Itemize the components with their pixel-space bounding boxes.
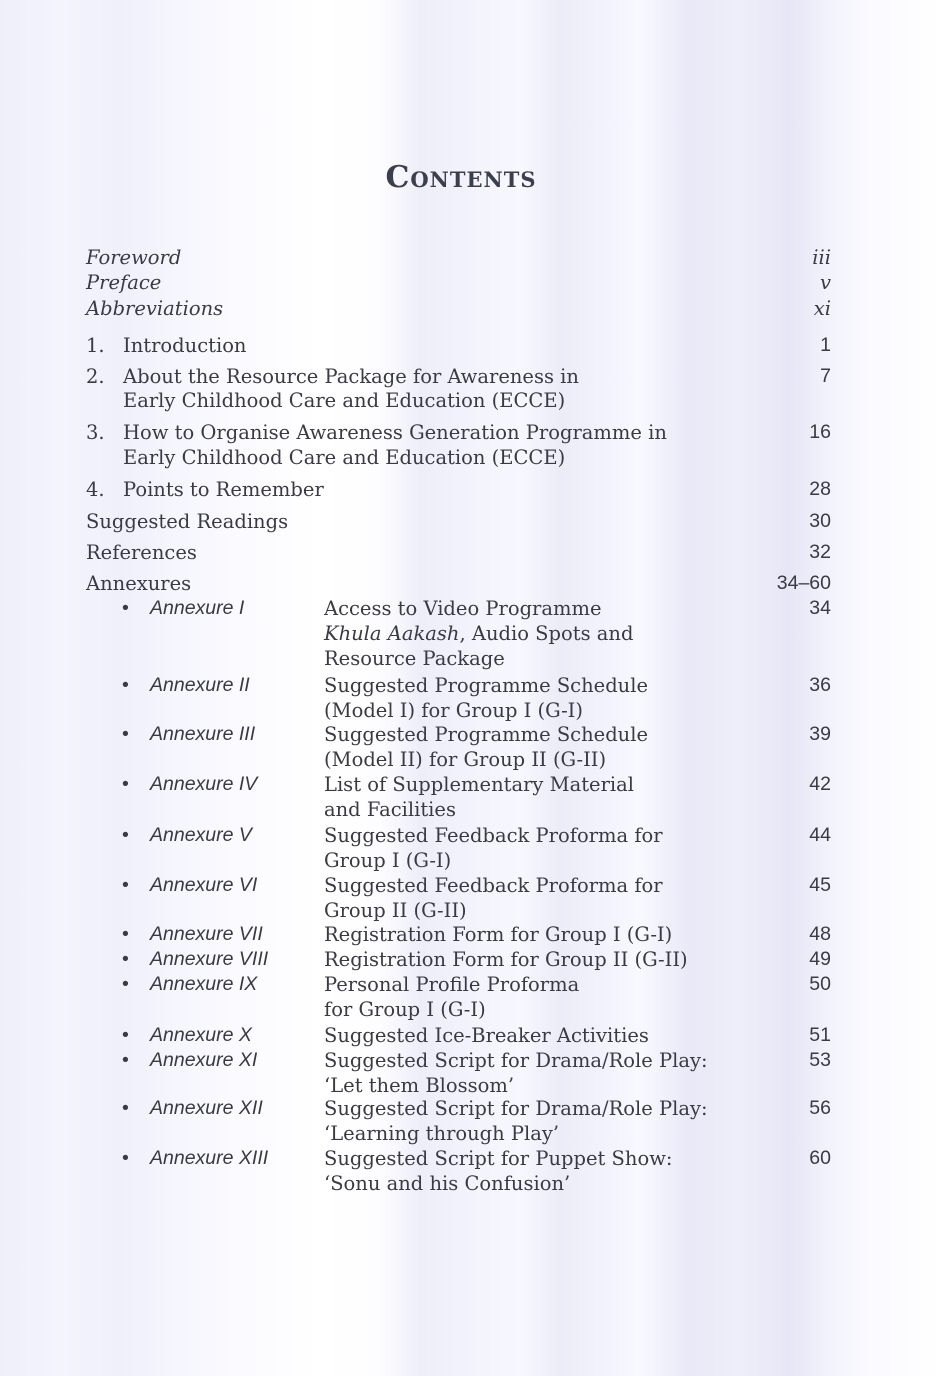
- annexure-description-line: Suggested Script for Drama/Role Play:: [324, 1097, 708, 1120]
- annexure-label: Annexure III: [150, 723, 256, 745]
- bullet-icon: •: [122, 597, 129, 619]
- chapter-title-line: Early Childhood Care and Education (ECCE): [123, 389, 566, 412]
- toc-page: 36: [809, 674, 831, 696]
- bullet-icon: •: [122, 773, 129, 795]
- bullet-icon: •: [122, 973, 129, 995]
- annexure-label: Annexure VII: [150, 923, 263, 945]
- annexure-description-line: Group I (G-I): [324, 849, 452, 872]
- annexure-label: Annexure X: [150, 1024, 252, 1046]
- annexure-label: Annexure I: [150, 597, 245, 619]
- toc-page: 56: [809, 1097, 831, 1119]
- toc-label: Abbreviations: [86, 297, 224, 320]
- italic-title: Khula Aakash: [324, 622, 460, 645]
- annexure-label: Annexure II: [150, 674, 250, 696]
- toc-page: 50: [809, 973, 831, 995]
- annexure-description-line: Group II (G-II): [324, 899, 467, 922]
- chapter-number: 3.: [86, 421, 105, 444]
- toc-page: 44: [809, 824, 831, 846]
- annexure-description-line: Suggested Feedback Proforma for: [324, 874, 663, 897]
- annexure-label: Annexure VIII: [150, 948, 269, 970]
- bullet-icon: •: [122, 723, 129, 745]
- toc-label: Preface: [86, 271, 162, 294]
- chapter-number: 4.: [86, 478, 105, 501]
- toc-page: v: [819, 271, 831, 294]
- annexure-description-line: ‘Sonu and his Confusion’: [324, 1172, 571, 1195]
- annexure-description-line: for Group I (G-I): [324, 998, 486, 1021]
- chapter-title-line: About the Resource Package for Awareness in: [123, 365, 579, 388]
- toc-page: 7: [820, 365, 831, 387]
- annexure-label: Annexure XI: [150, 1049, 258, 1071]
- toc-page: 16: [809, 421, 831, 443]
- annexure-label: Annexure IV: [150, 773, 258, 795]
- toc-page: 34–60: [776, 572, 831, 594]
- chapter-title-line: How to Organise Awareness Generation Programme in: [123, 421, 667, 444]
- chapter-title: Introduction: [123, 334, 247, 357]
- bullet-icon: •: [122, 874, 129, 896]
- annexure-description-line: List of Supplementary Material: [324, 773, 635, 796]
- toc-page: 60: [809, 1147, 831, 1169]
- annexure-description-line: Suggested Feedback Proforma for: [324, 824, 663, 847]
- annexure-description-line: Suggested Script for Drama/Role Play:: [324, 1049, 708, 1072]
- toc-page: 39: [809, 723, 831, 745]
- annexure-description-line: Suggested Ice-Breaker Activities: [324, 1024, 649, 1047]
- toc-page: 51: [809, 1024, 831, 1046]
- annexure-label: Annexure XIII: [150, 1147, 269, 1169]
- toc-page: 45: [809, 874, 831, 896]
- chapter-number: 1.: [86, 334, 105, 357]
- bullet-icon: •: [122, 1097, 129, 1119]
- annexure-description-line: Khula Aakash, Audio Spots and: [324, 622, 634, 645]
- annexure-description-line: Personal Profile Proforma: [324, 973, 580, 996]
- bullet-icon: •: [122, 1049, 129, 1071]
- toc-page: 28: [809, 478, 831, 500]
- toc-page: 49: [809, 948, 831, 970]
- chapter-title: Points to Remember: [123, 478, 324, 501]
- bullet-icon: •: [122, 1024, 129, 1046]
- annexure-description-line: Registration Form for Group I (G-I): [324, 923, 673, 946]
- chapter-title-line: Early Childhood Care and Education (ECCE): [123, 446, 566, 469]
- annexure-description-line: Registration Form for Group II (G-II): [324, 948, 688, 971]
- annexure-description-line: (Model I) for Group I (G-I): [324, 699, 583, 722]
- annexure-description-line: Access to Video Programme: [324, 597, 602, 620]
- toc-page: 34: [809, 597, 831, 619]
- annexure-description-line: Resource Package: [324, 647, 505, 670]
- toc-label: Foreword: [86, 246, 182, 269]
- bullet-icon: •: [122, 948, 129, 970]
- annexure-description-line: ‘Learning through Play’: [324, 1122, 560, 1145]
- chapter-number: 2.: [86, 365, 105, 388]
- annexure-label: Annexure VI: [150, 874, 258, 896]
- toc-label: Annexures: [86, 572, 192, 595]
- bullet-icon: •: [122, 923, 129, 945]
- annexure-description-line: (Model II) for Group II (G-II): [324, 748, 607, 771]
- toc-page: xi: [813, 297, 831, 320]
- annexure-label: Annexure V: [150, 824, 252, 846]
- annexure-description-line: Suggested Script for Puppet Show:: [324, 1147, 673, 1170]
- toc-page: 42: [809, 773, 831, 795]
- annexure-description-line: ‘Let them Blossom’: [324, 1074, 515, 1097]
- toc-label: Suggested Readings: [86, 510, 289, 533]
- toc-page: 30: [809, 510, 831, 532]
- bullet-icon: •: [122, 674, 129, 696]
- bullet-icon: •: [122, 1147, 129, 1169]
- annexure-label: Annexure IX: [150, 973, 258, 995]
- toc-page: 1: [820, 334, 831, 356]
- bullet-icon: •: [122, 824, 129, 846]
- toc-page: 32: [809, 541, 831, 563]
- annexure-label: Annexure XII: [150, 1097, 263, 1119]
- annexure-description-line: and Facilities: [324, 798, 456, 821]
- toc-page: iii: [812, 246, 831, 269]
- toc-page: 53: [809, 1049, 831, 1071]
- toc-page: 48: [809, 923, 831, 945]
- annexure-description-line: Suggested Programme Schedule: [324, 723, 649, 746]
- page-title: Contents: [385, 160, 537, 195]
- annexure-description-line: Suggested Programme Schedule: [324, 674, 649, 697]
- toc-label: References: [86, 541, 197, 564]
